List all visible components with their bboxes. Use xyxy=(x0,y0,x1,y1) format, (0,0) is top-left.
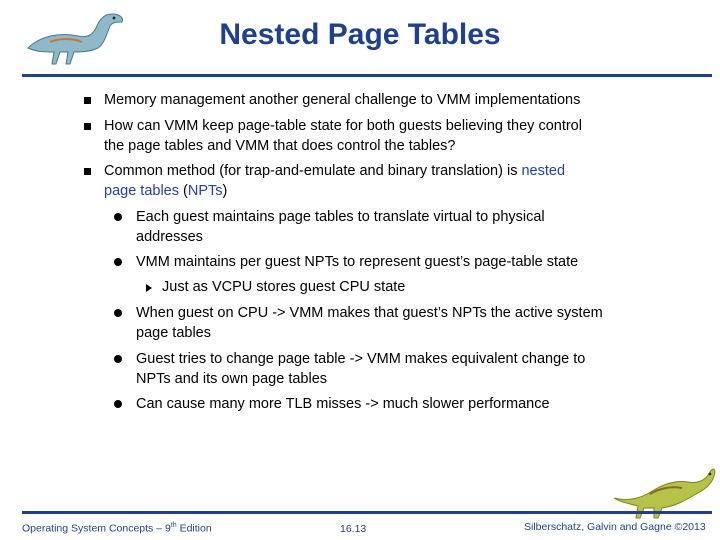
sub-bullet-text: Each guest maintains page tables to translate virtual to physical xyxy=(136,209,545,225)
sub-bullet-text-continued: NPTs and its own page tables xyxy=(136,370,328,387)
round-bullet-icon xyxy=(114,355,122,363)
highlight-term: nested xyxy=(521,163,566,179)
round-bullet-icon xyxy=(114,213,122,221)
triangle-bullet-icon xyxy=(146,284,152,292)
footer-book-title-text: Operating System Concepts – 9 xyxy=(22,522,171,535)
page-number: 16.13 xyxy=(340,523,367,535)
sub-bullet-text: When guest on CPU -> VMM makes that guest’s NPTs the active system xyxy=(136,305,603,321)
sub-bullet-text: Can cause many more TLB misses -> much slower performance xyxy=(136,396,550,412)
bullet-text-continued: the page tables and VMM that does control the tables? xyxy=(104,137,456,154)
round-bullet-icon xyxy=(114,309,122,317)
bullet-text: Memory management another general challenge to VMM implementations xyxy=(104,92,581,108)
sub-bullet-text-continued: addresses xyxy=(136,228,203,245)
bullet-text-plain: ( xyxy=(178,182,188,199)
footer-superscript: th xyxy=(170,522,177,529)
square-bullet-icon xyxy=(84,123,91,130)
footer-divider xyxy=(22,511,712,514)
sub-bullet-text: VMM maintains per guest NPTs to represent guest’s page-table state xyxy=(136,254,579,270)
sub-sub-bullet-text: Just as VCPU stores guest CPU state xyxy=(162,279,406,295)
footer-book-title-text: Edition xyxy=(176,522,212,535)
sub-bullet-text-continued: page tables xyxy=(136,324,211,341)
sub-bullet-text: Guest tries to change page table -> VMM makes equivalent change to xyxy=(136,351,586,367)
round-bullet-icon xyxy=(114,400,122,408)
bullet-text: How can VMM keep page-table state for both guests believing they control xyxy=(104,118,582,134)
slide-title: Nested Page Tables xyxy=(219,18,501,51)
title-divider xyxy=(22,74,712,77)
footer-book-title xyxy=(22,522,212,535)
bullet-text xyxy=(104,162,565,182)
footer-copyright: Silberschatz, Galvin and Gagne ©2013 xyxy=(524,521,706,533)
highlight-term: page tables xyxy=(104,182,179,199)
bullet-text-plain: Common method (for trap-and-emulate and binary translation) is xyxy=(104,163,522,179)
highlight-term: NPTs xyxy=(187,182,223,199)
bullet-text-plain: ) xyxy=(222,182,228,199)
bullet-text-continued xyxy=(104,182,227,202)
round-bullet-icon xyxy=(114,258,122,266)
square-bullet-icon xyxy=(84,168,91,175)
square-bullet-icon xyxy=(84,97,91,104)
